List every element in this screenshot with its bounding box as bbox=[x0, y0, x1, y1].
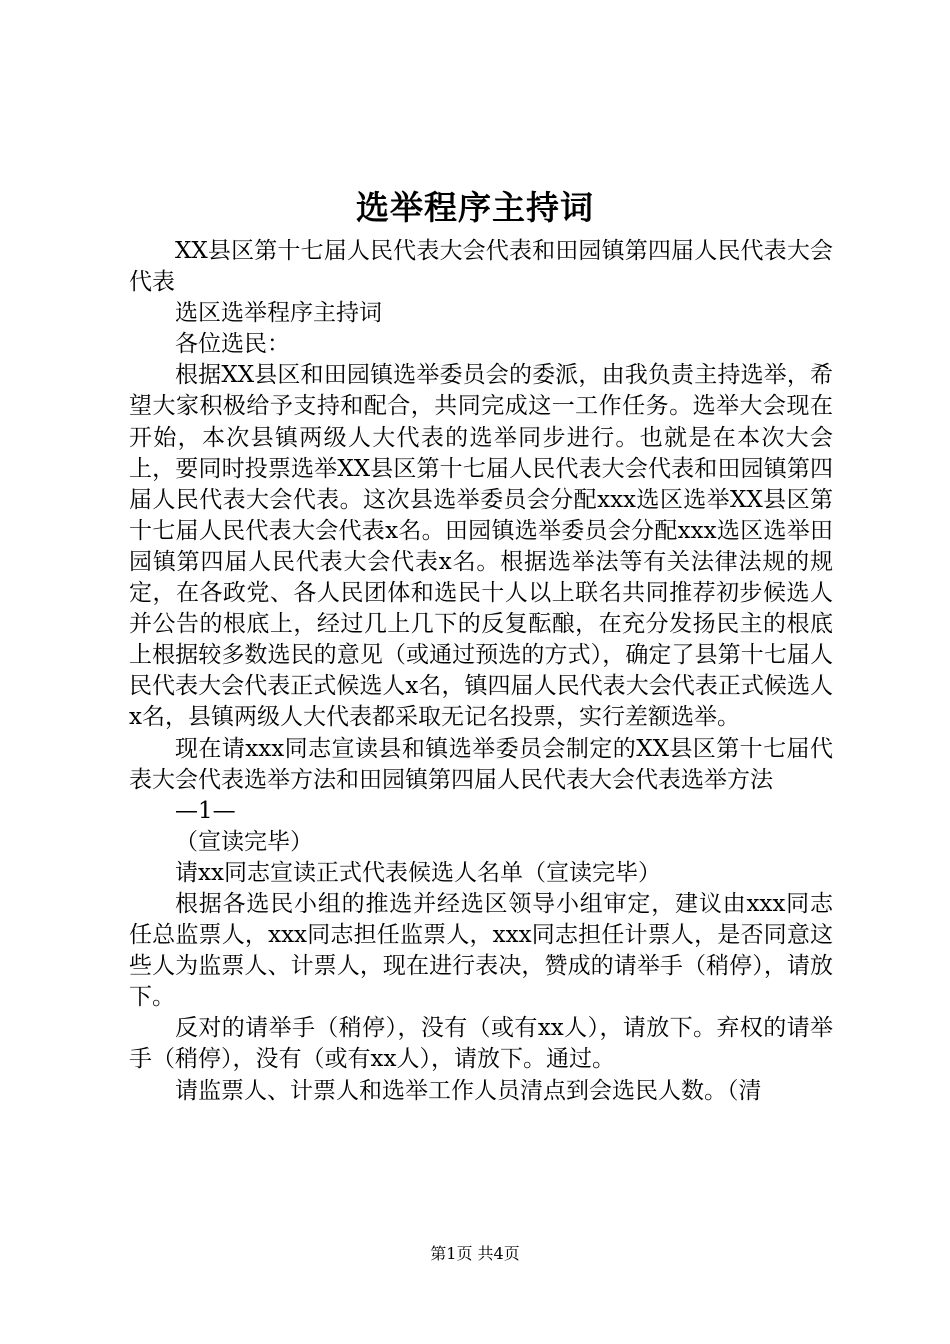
page-footer: 第1页 共4页 bbox=[430, 1244, 520, 1263]
paragraph-reading-done: （宣读完毕） bbox=[175, 828, 313, 855]
paragraph-method-reading: 现在请xxx同志宣读县和镇选举委员会制定的XX县区第十七届代表大会代表选举方法和田园镇第四届人民代表大会代表选举方法 bbox=[129, 735, 833, 793]
document-body bbox=[129, 236, 833, 1107]
paragraph-opening: 根据XX县区和田园镇选举委员会的委派，由我负责主持选举，希望大家积极给予支持和配合，共同完成这一工作任务。选举大会现在开始，本次县镇两级人大代表的选举同步进行。也就是在本次大会上，要同时投票选举XX县区第十七届人民代表大会代表和田园镇第四届人民代表大会代表。这次县选举委员会分配xxx选区选举XX县区第十七届人民代表大会代表x名。田园镇选举委员会分配xxx选区选举田园镇第四届人民代表大会代表x名。根据选举法等有关法律法规的规定，在各政党、各人民团体和选民十人以上联名共同推荐初步候选人并公告的根底上，经过几上几下的反复酝酿，在充分发扬民主的根底上根据较多数选民的意见（或通过预选的方式），确定了县第十七届人民代表大会代表正式候选人x名，镇四届人民代表大会代表正式候选人x名，县镇两级人大代表都采取无记名投票，实行差额选举。 bbox=[129, 362, 833, 731]
paragraph-vote-result: 反对的请举手（稍停），没有（或有xx人），请放下。弃权的请举手（稍停），没有（或有xx人），请放下。通过。 bbox=[129, 1015, 833, 1073]
paragraph-count-voters: 请监票人、计票人和选举工作人员清点到会选民人数。（清 bbox=[175, 1077, 762, 1104]
document-title: 选举程序主持词 bbox=[356, 188, 594, 227]
paragraph-page-marker: —1— bbox=[175, 797, 236, 824]
paragraph-subtitle: 选区选举程序主持词 bbox=[175, 300, 382, 327]
paragraph-salutation: 各位选民： bbox=[175, 331, 290, 358]
paragraph-heading-line: XX县区第十七届人民代表大会代表和田园镇第四届人民代表大会代表 bbox=[129, 238, 833, 296]
paragraph-candidate-list: 请xx同志宣读正式代表候选人名单（宣读完毕） bbox=[175, 859, 661, 886]
paragraph-scrutineers: 根据各选民小组的推选并经选区领导小组审定，建议由xxx同志任总监票人，xxx同志担任监票人，xxx同志担任计票人，是否同意这些人为监票人、计票人，现在进行表决，赞成的请举手（稍停），请放下。 bbox=[129, 890, 833, 1011]
